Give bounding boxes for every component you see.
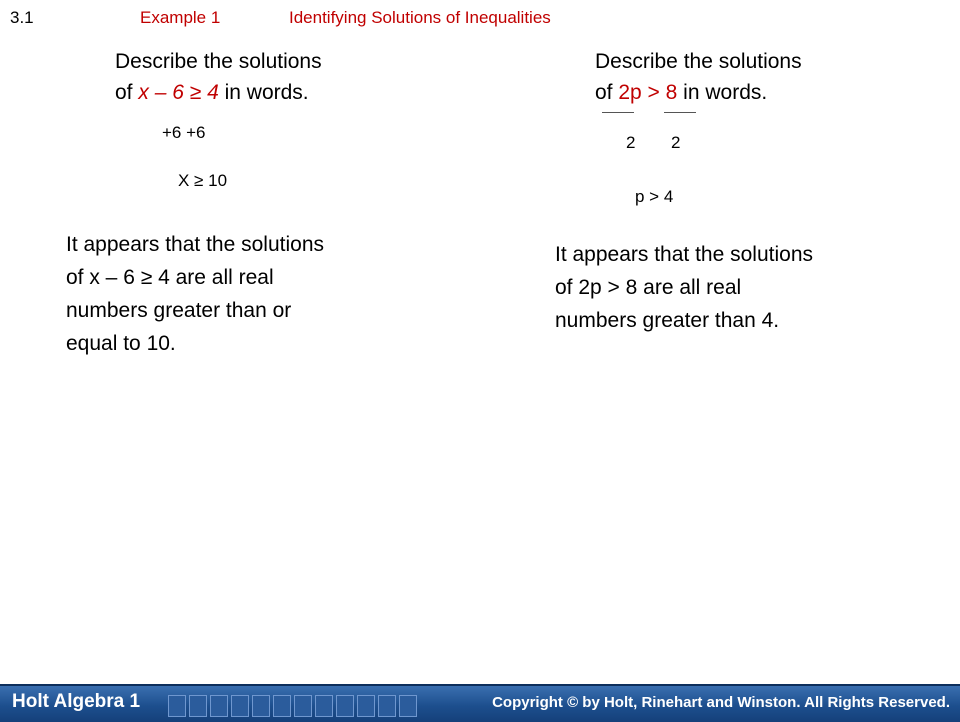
lesson-title: Identifying Solutions of Inequalities [289,8,551,27]
right-divisor-right: 2 [671,133,681,152]
left-answer-line4: equal to 10. [66,332,176,355]
footer-banner [0,684,960,722]
right-work-result: p > 4 [635,187,674,206]
right-answer-line1: It appears that the solutions [555,243,813,266]
right-prompt-line2 [595,77,802,108]
right-prompt-of: of [595,81,619,104]
left-prompt-end: in words. [218,81,309,104]
left-prompt-of: of [115,81,139,104]
left-prompt [115,46,322,108]
left-inequality: x – 6 ≥ 4 [138,81,219,104]
left-work-step: +6 +6 [162,123,206,142]
right-answer-line3: numbers greater than 4. [555,309,780,332]
right-prompt-end: in words. [677,81,768,104]
right-answer-line2: of 2p > 8 are all real [555,276,742,299]
copyright-notice: Copyright © by Holt, Rinehart and Winston. All Rights Reserved. [492,694,950,711]
section-number: 3.1 [10,8,34,27]
book-title: Holt Algebra 1 [12,691,141,712]
footer-tile-pattern [168,695,417,717]
right-prompt [595,46,802,108]
right-divisor-left: 2 [626,133,636,152]
left-answer-line2: of x – 6 ≥ 4 are all real [66,266,274,289]
fraction-bar-right [664,112,696,113]
left-answer-line3: numbers greater than or [66,299,292,322]
left-answer-line1: It appears that the solutions [66,233,324,256]
left-answer [66,228,324,360]
left-prompt-line2 [115,77,322,108]
right-inequality: 2p > 8 [618,81,678,104]
right-answer [555,238,813,337]
left-prompt-line1: Describe the solutions [115,50,322,73]
left-work-result: X ≥ 10 [178,171,228,190]
right-prompt-line1: Describe the solutions [595,50,802,73]
fraction-bar-left [602,112,634,113]
example-label: Example 1 [140,8,221,27]
